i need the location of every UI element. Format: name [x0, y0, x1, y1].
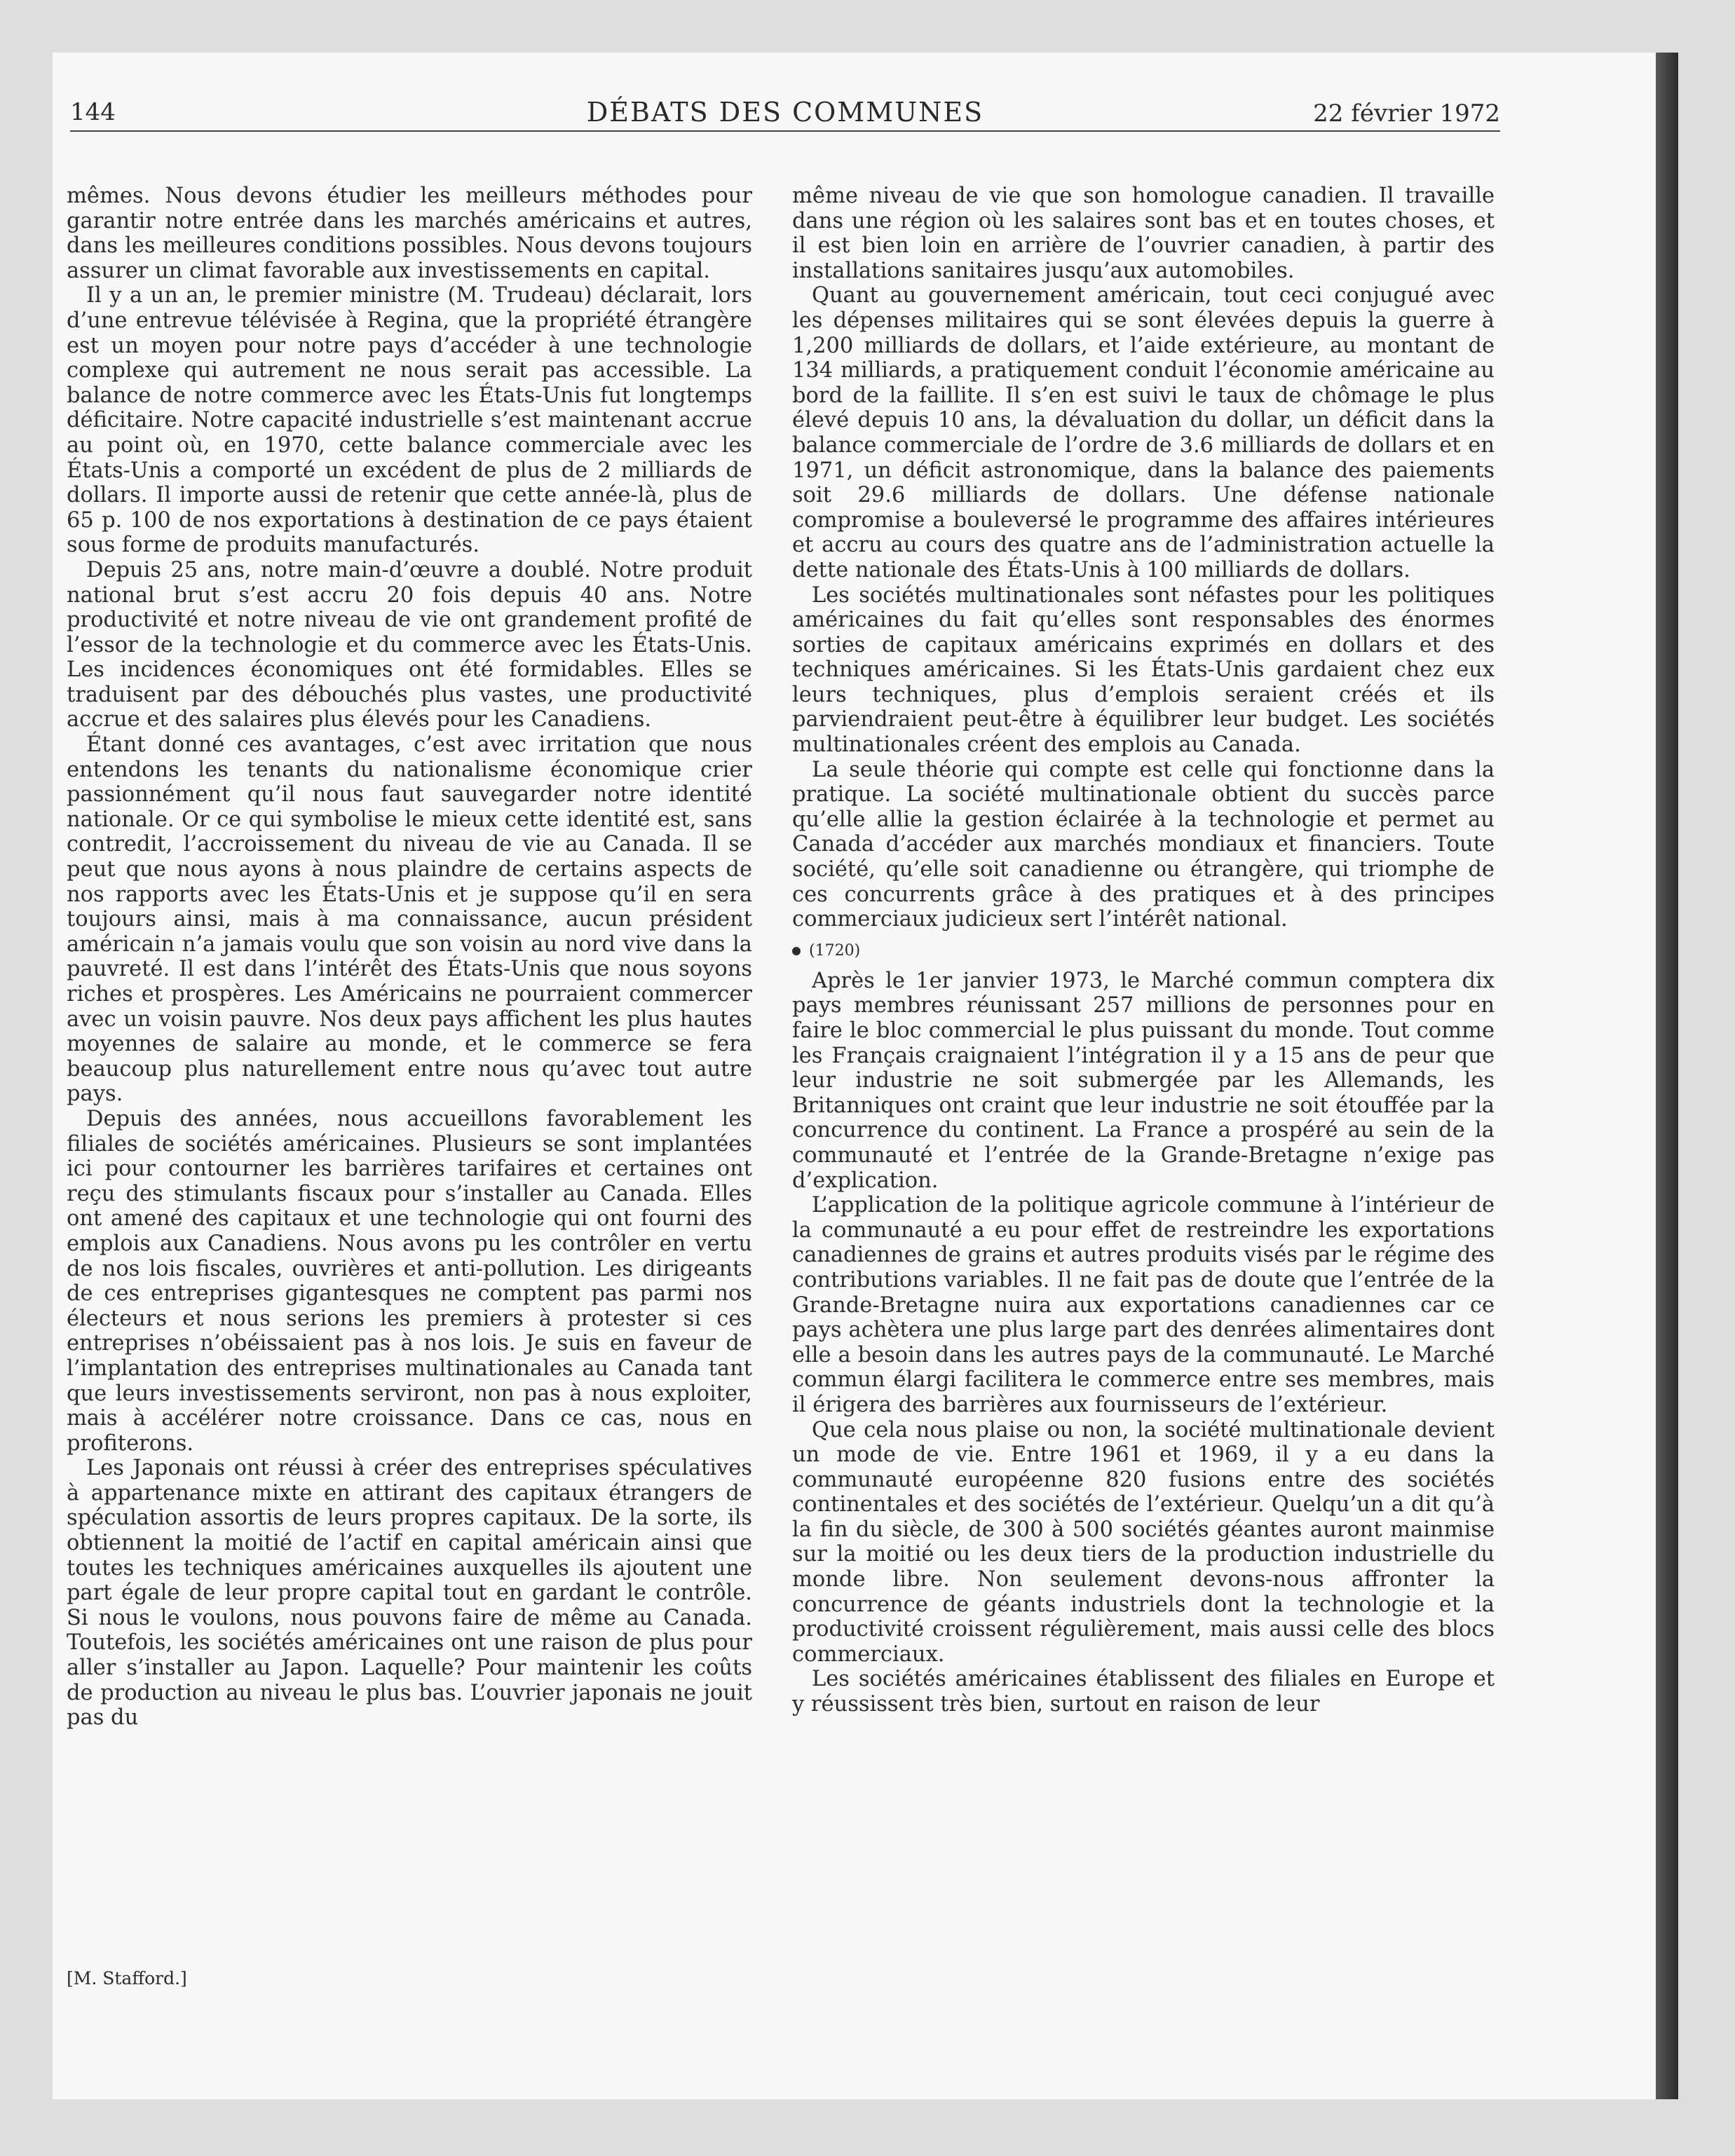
paragraph: Quant au gouvernement américain, tout ceci conjugué avec les dépenses militaires qui se sont élevées depuis la guerre à 1,200 milliards de dollars, et l’aide extérieure, au montant de 134 milliards, a pratiquement conduit l’économie américaine au bord de la faillite. Il s’en est suivi le taux de chômage le plus élevé depuis 10 ans, la dévaluation du dollar, un déficit dans la balance commerciale de l’ordre de 3.6 milliards de dollars et en 1971, un déficit astronomique, dans la balance des paiements soit 29.6 milliards de dollars. Une défense nationale compromise a bouleversé le programme des affaires intérieures et accru au cours des quatre ans de l’administration actuelle la dette nationale des États-Unis à 100 milliards de dollars.: [792, 283, 1495, 582]
time-marker-label: (1720): [809, 941, 861, 960]
journal-title: DÉBATS DES COMMUNES: [586, 97, 984, 128]
paragraph: Les Japonais ont réussi à créer des entreprises spéculatives à appartenance mixte en attirant des capitaux étrangers de spéculation assortis de leurs propres capitaux. De la sorte, ils obtiennent la moitié de l’actif en capital américain ainsi que toutes les techniques américaines auxquelles ils ajoutent une part égale de leur propre capital tout en gardant le contrôle. Si nous le voulons, nous pouvons faire de même au Canada. Toutefois, les sociétés américaines ont une raison de plus pour aller s’installer au Japon. Laquelle? Pour maintenir les coûts de production au niveau le plus bas. L’ouvrier japonais ne jouit pas du: [67, 1456, 752, 1731]
paragraph: Depuis 25 ans, notre main-d’œuvre a doublé. Notre produit national brut s’est accru 20 fois depuis 40 ans. Notre productivité et notre niveau de vie ont grandement profité de l’essor de la technologie et du commerce avec les États-Unis. Les incidences économiques ont été formidables. Elles se traduisent par des débouchés plus vastes, une productivité accrue et des salaires plus élevés pour les Canadiens.: [67, 557, 752, 732]
issue-date: 22 février 1972: [1313, 100, 1500, 128]
paragraph: Que cela nous plaise ou non, la société multinationale devient un mode de vie. Entre 1961 et 1969, il y a eu dans la communauté européenne 820 fusions entre des sociétés continentales et des sociétés de l’extérieur. Quelqu’un a dit qu’à la fin du siècle, de 300 à 500 sociétés géantes auront mainmise sur la moitié ou les deux tiers de la production industrielle du monde libre. Non seulement devons-nous affronter la concurrence de géants industriels dont la technologie et la productivité croissent régulièrement, mais aussi celle des blocs commerciaux.: [792, 1417, 1495, 1667]
paragraph: La seule théorie qui compte est celle qui fonctionne dans la pratique. La société multinationale obtient du succès parce qu’elle allie la gestion éclairée à la technologie et permet au Canada d’accéder aux marchés mondiaux et financiers. Toute société, qu’elle soit canadienne ou étrangère, qui triomphe de ces concurrents grâce à des pratiques et à des principes commerciaux judicieux sert l’intérêt national.: [792, 757, 1495, 932]
paragraph: L’application de la politique agricole commune à l’intérieur de la communauté a eu pour effet de restreindre les exportations canadiennes de grains et autres produits visés par le régime des contributions variables. Il ne fait pas de doute que l’entrée de la Grande-Bretagne nuira aux exportations canadiennes car ce pays achètera une plus large part des denrées alimentaires dont elle a besoin dans les autres pays de la communauté. Le Marché commun élargi facilitera le commerce entre ses membres, mais il érigera des barrières aux fournisseurs de l’extérieur.: [792, 1193, 1495, 1417]
right-column: [792, 184, 1495, 2034]
paragraph: Étant donné ces avantages, c’est avec irritation que nous entendons les tenants du nationalisme économique crier passionnément qu’il nous faut sauvegarder notre identité nationale. Or ce qui symbolise le mieux cette identité est, sans contredit, l’accroissement du niveau de vie au Canada. Il se peut que nous ayons à nous plaindre de certains aspects de nos rapports avec les États-Unis et je suppose qu’il en sera toujours ainsi, mais à ma connaissance, aucun président américain n’a jamais voulu que son voisin au nord vive dans la pauvreté. Il est dans l’intérêt des États-Unis que nous soyons riches et prospères. Les Américains ne pourraient commercer avec un voisin pauvre. Nos deux pays affichent les plus hautes moyennes de salaire au monde, et le commerce se fera beaucoup plus naturellement entre nous qu’avec tout autre pays.: [67, 732, 752, 1107]
paragraph: mêmes. Nous devons étudier les meilleurs méthodes pour garantir notre entrée dans les marchés américains et autres, dans les meilleures conditions possibles. Nous devons toujours assurer un climat favorable aux investissements en capital.: [67, 184, 752, 283]
paragraph: Depuis des années, nous accueillons favorablement les filiales de sociétés américaines. Plusieurs se sont implantées ici pour contourner les barrières tarifaires et certaines ont reçu des stimulants fiscaux pour s’installer au Canada. Elles ont amené des capitaux et une technologie qui ont fourni des emplois aux Canadiens. Nous avons pu les contrôler en vertu de nos lois fiscales, ouvrières et anti-pollution. Les dirigeants de ces entreprises gigantesques ne comptent pas parmi nos électeurs et nous serions les premiers à protester si ces entreprises n’obéissaient pas à nos lois. Je suis en faveur de l’implantation des entreprises multinationales au Canada tant que leurs investissements serviront, non pas à nous exploiter, mais à accélérer notre croissance. Dans ce cas, nous en profiterons.: [67, 1106, 752, 1456]
left-column: [67, 184, 752, 2034]
time-marker: [792, 941, 1495, 962]
bullet-icon: [792, 947, 801, 955]
running-head: [70, 90, 1500, 132]
paragraph: Les sociétés américaines établissent des filiales en Europe et y réussissent très bien, surtout en raison de leur: [792, 1667, 1495, 1717]
paragraph: Les sociétés multinationales sont néfastes pour les politiques américaines du fait qu’elles sont responsables des énormes sorties de capitaux américains exprimés en dollars et des techniques américaines. Si les États-Unis gardaient chez eux leurs techniques, plus d’emplois seraient créés et ils parviendraient peut-être à équilibrer leur budget. Les sociétés multinationales créent des emplois au Canada.: [792, 582, 1495, 758]
paragraph: Après le 1er janvier 1973, le Marché commun comptera dix pays membres réunissant 257 millions de personnes pour en faire le bloc commercial le plus puissant du monde. Tout comme les Français craignaient l’intégration il y a 15 ans de peur que leur industrie ne soit submergée par les Allemands, les Britanniques ont craint que leur industrie ne soit étouffée par la concurrence du continent. La France a prospéré au sein de la communauté et l’entrée de la Grande-Bretagne n’exige pas d’explication.: [792, 968, 1495, 1193]
paragraph: même niveau de vie que son homologue canadien. Il travaille dans une région où les salaires sont bas et en toutes choses, et il est bien loin en arrière de l’ouvrier canadien, à partir des installations sanitaires jusqu’aux automobiles.: [792, 184, 1495, 283]
page-number: 144: [70, 98, 116, 126]
speaker-attribution: [M. Stafford.]: [67, 1968, 187, 1988]
scan-edge-shadow: [1656, 53, 1678, 2099]
paragraph: Il y a un an, le premier ministre (M. Trudeau) déclarait, lors d’une entrevue télévisée à Regina, que la propriété étrangère est un moyen pour notre pays d’accéder à une technologie complexe qui autrement ne nous serait pas accessible. La balance de notre commerce avec les États-Unis fut longtemps déficitaire. Notre capacité industrielle s’est maintenant accrue au point où, en 1970, cette balance commerciale avec les États-Unis a comporté un excédent de plus de 2 milliards de dollars. Il importe aussi de retenir que cette année-là, plus de 65 p. 100 de nos exportations à destination de ce pays étaient sous forme de produits manufacturés.: [67, 283, 752, 558]
